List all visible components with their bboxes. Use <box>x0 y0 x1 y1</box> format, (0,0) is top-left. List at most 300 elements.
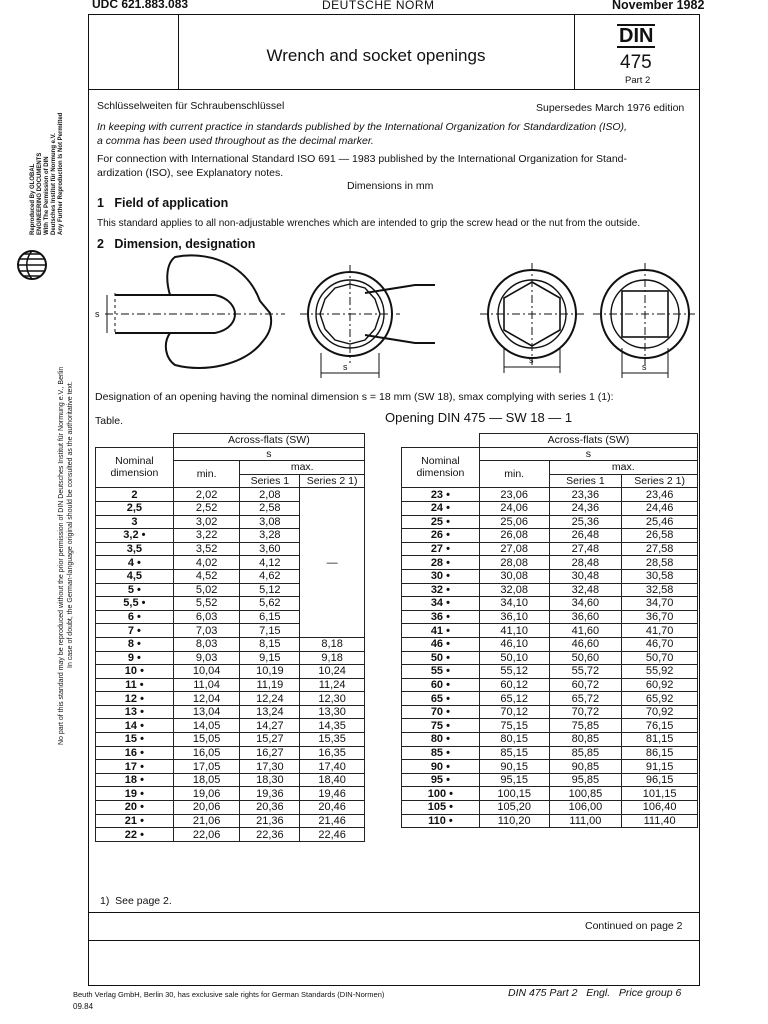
nominal-cell: 7 • <box>96 624 174 638</box>
page-title: Wrench and socket openings <box>266 46 486 65</box>
nominal-cell: 16 • <box>96 746 174 760</box>
stamp-line-4: Deutsches Institut für Normung e.V. <box>51 133 57 235</box>
nominal-cell: 27 • <box>402 542 480 556</box>
min-cell: 21,06 <box>173 814 240 828</box>
connection-line-2: ardization (ISO), see Explanatory notes. <box>97 167 284 179</box>
series1-cell: 36,60 <box>549 610 622 624</box>
max-header: max. <box>240 461 365 475</box>
table-row <box>96 488 365 502</box>
nominal-cell: 105 • <box>402 801 480 815</box>
series1-cell: 85,85 <box>549 746 622 760</box>
nominal-cell: 3,2 • <box>96 529 174 543</box>
min-cell: 18,05 <box>173 773 240 787</box>
din-part: Part 2 <box>625 75 651 86</box>
supersedes-note: Supersedes March 1976 edition <box>536 102 685 114</box>
series1-cell: 41,60 <box>549 624 622 638</box>
global-logo <box>16 245 48 290</box>
table-row <box>96 719 365 733</box>
series1-cell: 55,72 <box>549 665 622 679</box>
doc-code: 09.84 <box>73 1002 94 1011</box>
series1-cell: 13,24 <box>240 705 300 719</box>
series1-cell: 17,30 <box>240 760 300 774</box>
nominal-cell: 95 • <box>402 773 480 787</box>
stamp-line-2: ENGINEERING DOCUMENTS <box>37 152 43 235</box>
min-cell: 100,15 <box>479 787 549 801</box>
table-row <box>96 828 365 842</box>
nominal-cell: 85 • <box>402 746 480 760</box>
table-row <box>402 569 698 583</box>
nominal-cell: 20 • <box>96 801 174 815</box>
min-cell: 90,15 <box>479 760 549 774</box>
series2-cell: 22,46 <box>300 828 365 842</box>
nominal-cell: 23 • <box>402 488 480 502</box>
table-row <box>402 733 698 747</box>
nominal-cell: 25 • <box>402 515 480 529</box>
series1-cell: 100,85 <box>549 787 622 801</box>
min-cell: 2,02 <box>173 488 240 502</box>
blank-header-cell <box>96 434 174 448</box>
nominal-cell: 80 • <box>402 733 480 747</box>
series2-cell: 60,92 <box>622 678 698 692</box>
table-row <box>402 692 698 706</box>
series2-cell: 96,15 <box>622 773 698 787</box>
table-right <box>401 433 698 828</box>
series2-cell: 46,70 <box>622 637 698 651</box>
min-cell: 41,10 <box>479 624 549 638</box>
series2-cell: 91,15 <box>622 760 698 774</box>
ring-spanner-figure <box>300 265 435 378</box>
nominal-cell: 11 • <box>96 678 174 692</box>
series1-cell: 30,48 <box>549 569 622 583</box>
nominal-cell: 55 • <box>402 665 480 679</box>
min-cell: 16,05 <box>173 746 240 760</box>
series1-cell: 24,36 <box>549 501 622 515</box>
min-cell: 110,20 <box>479 814 549 828</box>
table-row <box>402 678 698 692</box>
min-cell: 95,15 <box>479 773 549 787</box>
din-logo-text: DIN <box>619 25 654 47</box>
series1-cell: 60,72 <box>549 678 622 692</box>
series2-cell: 70,92 <box>622 705 698 719</box>
series2-cell: 27,58 <box>622 542 698 556</box>
min-cell: 19,06 <box>173 787 240 801</box>
nominal-cell: 3,5 <box>96 542 174 556</box>
min-cell: 15,05 <box>173 733 240 747</box>
min-cell: 22,06 <box>173 828 240 842</box>
dimensions-note: Dimensions in mm <box>347 180 434 192</box>
stamp-line-5: Any Further Reproduction Is Not Permitted <box>58 112 64 235</box>
series2-cell: 76,15 <box>622 719 698 733</box>
s-label-wrench: s <box>95 309 100 319</box>
s-header: s <box>173 447 364 461</box>
dimension-label: dimension <box>110 467 159 480</box>
continued-divider <box>88 940 700 941</box>
nominal-cell: 6 • <box>96 610 174 624</box>
s-label-hex: s <box>529 355 534 365</box>
series2-cell: 24,46 <box>622 501 698 515</box>
min-cell: 65,12 <box>479 692 549 706</box>
min-cell: 2,52 <box>173 501 240 515</box>
series2-cell: 20,46 <box>300 801 365 815</box>
table-row <box>402 529 698 543</box>
series2-dash-cell: — <box>300 488 365 638</box>
max-header: max. <box>549 461 697 475</box>
nominal-cell: 24 • <box>402 501 480 515</box>
table-row <box>402 719 698 733</box>
table-row <box>402 665 698 679</box>
min-cell: 105,20 <box>479 801 549 815</box>
min-cell: 7,03 <box>173 624 240 638</box>
blank-header-cell <box>402 434 480 448</box>
min-cell: 75,15 <box>479 719 549 733</box>
series1-cell: 95,85 <box>549 773 622 787</box>
table-row <box>402 801 698 815</box>
nominal-cell: 18 • <box>96 773 174 787</box>
series2-header: Series 2 1) <box>300 474 365 488</box>
nominal-cell: 30 • <box>402 569 480 583</box>
nominal-cell: 19 • <box>96 787 174 801</box>
nominal-dimension-header <box>96 447 174 488</box>
series1-cell: 46,60 <box>549 637 622 651</box>
series1-cell: 11,19 <box>240 678 300 692</box>
series1-cell: 34,60 <box>549 597 622 611</box>
table-row <box>96 651 365 665</box>
table-row <box>402 773 698 787</box>
nominal-cell: 5 • <box>96 583 174 597</box>
table-row <box>96 705 365 719</box>
min-cell: 4,02 <box>173 556 240 570</box>
german-title: Schlüsselweiten für Schraubenschlüssel <box>97 100 285 112</box>
series1-cell: 8,15 <box>240 637 300 651</box>
series1-cell: 2,08 <box>240 488 300 502</box>
series2-cell: 11,24 <box>300 678 365 692</box>
series2-cell: 34,70 <box>622 597 698 611</box>
nominal-cell: 50 • <box>402 651 480 665</box>
section-2-heading: 2 Dimension, designation <box>97 237 256 251</box>
min-cell: 3,22 <box>173 529 240 543</box>
series1-cell: 26,48 <box>549 529 622 543</box>
nominal-cell: 46 • <box>402 637 480 651</box>
min-cell: 60,12 <box>479 678 549 692</box>
nominal-cell: 32 • <box>402 583 480 597</box>
series2-cell: 23,46 <box>622 488 698 502</box>
series1-cell: 9,15 <box>240 651 300 665</box>
nominal-cell: 28 • <box>402 556 480 570</box>
series1-cell: 18,30 <box>240 773 300 787</box>
min-cell: 3,02 <box>173 515 240 529</box>
table-row <box>96 733 365 747</box>
table-row <box>96 787 365 801</box>
s-label-square: s <box>642 362 647 372</box>
nominal-cell: 10 • <box>96 665 174 679</box>
nominal-cell: 12 • <box>96 692 174 706</box>
series2-cell: 30,58 <box>622 569 698 583</box>
series2-cell: 10,24 <box>300 665 365 679</box>
table-row <box>96 773 365 787</box>
series1-cell: 3,08 <box>240 515 300 529</box>
series2-cell: 12,30 <box>300 692 365 706</box>
series1-cell: 12,24 <box>240 692 300 706</box>
series2-cell: 17,40 <box>300 760 365 774</box>
min-cell: 85,15 <box>479 746 549 760</box>
min-cell: 10,04 <box>173 665 240 679</box>
series1-cell: 111,00 <box>549 814 622 828</box>
min-header: min. <box>479 461 549 488</box>
series2-cell: 36,70 <box>622 610 698 624</box>
series1-cell: 22,36 <box>240 828 300 842</box>
min-cell: 23,06 <box>479 488 549 502</box>
title-divider <box>88 89 700 90</box>
open-end-wrench-figure <box>105 255 285 368</box>
din-logo <box>617 24 655 48</box>
min-cell: 26,08 <box>479 529 549 543</box>
series1-cell: 80,85 <box>549 733 622 747</box>
stamp-line-3: With The Permission of DIN <box>44 156 50 235</box>
series1-cell: 15,27 <box>240 733 300 747</box>
continued-note: Continued on page 2 <box>585 920 683 932</box>
min-cell: 9,03 <box>173 651 240 665</box>
designation-example: Opening DIN 475 — SW 18 — 1 <box>385 410 573 425</box>
copyright-line-2: In case of doubt, the German-language original should be consulted as the authoritative text. <box>67 381 74 668</box>
series1-cell: 32,48 <box>549 583 622 597</box>
min-cell: 6,03 <box>173 610 240 624</box>
series2-cell: 13,30 <box>300 705 365 719</box>
nominal-cell: 22 • <box>96 828 174 842</box>
s-header: s <box>479 447 697 461</box>
nominal-dimension-header <box>402 447 480 488</box>
series1-cell: 75,85 <box>549 719 622 733</box>
min-cell: 24,06 <box>479 501 549 515</box>
table-row <box>402 583 698 597</box>
series2-cell: 86,15 <box>622 746 698 760</box>
nominal-cell: 26 • <box>402 529 480 543</box>
nominal-cell: 5,5 • <box>96 597 174 611</box>
series2-cell: 81,15 <box>622 733 698 747</box>
min-cell: 3,52 <box>173 542 240 556</box>
stamp-line-1: Reproduced By GLOBAL <box>30 163 36 235</box>
table-row <box>96 678 365 692</box>
table-row <box>96 760 365 774</box>
series2-cell: 55,92 <box>622 665 698 679</box>
min-cell: 28,08 <box>479 556 549 570</box>
series2-cell: 15,35 <box>300 733 365 747</box>
issue-date: November 1982 <box>612 0 705 12</box>
series2-cell: 8,18 <box>300 637 365 651</box>
across-flats-header: Across-flats (SW) <box>479 434 697 448</box>
nominal-cell: 14 • <box>96 719 174 733</box>
series2-cell: 26,58 <box>622 529 698 543</box>
table-row <box>402 705 698 719</box>
nominal-cell: 17 • <box>96 760 174 774</box>
table-row <box>402 787 698 801</box>
nominal-cell: 4,5 <box>96 569 174 583</box>
series2-cell: 21,46 <box>300 814 365 828</box>
series1-cell: 50,60 <box>549 651 622 665</box>
nominal-label: Nominal <box>421 455 460 468</box>
min-cell: 27,08 <box>479 542 549 556</box>
min-cell: 34,10 <box>479 597 549 611</box>
table-row <box>96 692 365 706</box>
footnote-divider <box>88 912 700 913</box>
min-cell: 46,10 <box>479 637 549 651</box>
table-row <box>96 746 365 760</box>
series2-cell: 41,70 <box>622 624 698 638</box>
min-cell: 14,05 <box>173 719 240 733</box>
nominal-cell: 2 <box>96 488 174 502</box>
table-row <box>402 746 698 760</box>
footer-right: DIN 475 Part 2 Engl. Price group 6 <box>508 987 682 999</box>
series2-cell: 19,46 <box>300 787 365 801</box>
table-caption: Table. <box>95 415 124 427</box>
series1-cell: 19,36 <box>240 787 300 801</box>
series1-cell: 70,72 <box>549 705 622 719</box>
nominal-cell: 70 • <box>402 705 480 719</box>
series1-cell: 3,60 <box>240 542 300 556</box>
min-header: min. <box>173 461 240 488</box>
publisher-note: Beuth Verlag GmbH, Berlin 30, has exclusive sale rights for German Standards (DIN-Normen) <box>73 990 385 999</box>
across-flats-header: Across-flats (SW) <box>173 434 364 448</box>
min-cell: 20,06 <box>173 801 240 815</box>
min-cell: 30,08 <box>479 569 549 583</box>
nominal-cell: 100 • <box>402 787 480 801</box>
min-cell: 55,12 <box>479 665 549 679</box>
nominal-label: Nominal <box>115 455 154 468</box>
min-cell: 12,04 <box>173 692 240 706</box>
wrench-drawings <box>95 253 695 388</box>
nominal-cell: 75 • <box>402 719 480 733</box>
table-row <box>402 556 698 570</box>
nominal-cell: 15 • <box>96 733 174 747</box>
series1-cell: 20,36 <box>240 801 300 815</box>
footnote: 1) See page 2. <box>100 895 172 907</box>
min-cell: 5,52 <box>173 597 240 611</box>
nominal-cell: 21 • <box>96 814 174 828</box>
table-row <box>96 665 365 679</box>
series1-header: Series 1 <box>240 474 300 488</box>
series1-cell: 23,36 <box>549 488 622 502</box>
nominal-cell: 65 • <box>402 692 480 706</box>
min-cell: 5,02 <box>173 583 240 597</box>
table-row <box>402 542 698 556</box>
nominal-cell: 90 • <box>402 760 480 774</box>
table-row <box>402 597 698 611</box>
title-right-divider <box>574 14 575 90</box>
nominal-cell: 4 • <box>96 556 174 570</box>
norm-label: DEUTSCHE NORM <box>322 0 435 12</box>
min-cell: 4,52 <box>173 569 240 583</box>
series2-cell: 28,58 <box>622 556 698 570</box>
connection-line-1: For connection with International Standard ISO 691 — 1983 published by the International Organization for Stand- <box>97 153 627 165</box>
min-cell: 17,05 <box>173 760 240 774</box>
nominal-cell: 41 • <box>402 624 480 638</box>
table-left <box>95 433 365 842</box>
udc-code: UDC 621.883.083 <box>92 0 189 11</box>
table-row <box>96 801 365 815</box>
series2-cell: 14,35 <box>300 719 365 733</box>
section-1-text: This standard applies to all non-adjustable wrenches which are intended to grip the screw head or the nut from the outside. <box>97 218 641 229</box>
series2-cell: 50,70 <box>622 651 698 665</box>
series2-cell: 111,40 <box>622 814 698 828</box>
series1-cell: 16,27 <box>240 746 300 760</box>
series1-cell: 3,28 <box>240 529 300 543</box>
series2-cell: 106,40 <box>622 801 698 815</box>
series1-cell: 90,85 <box>549 760 622 774</box>
table-row <box>402 624 698 638</box>
series1-cell: 5,62 <box>240 597 300 611</box>
series1-header: Series 1 <box>549 474 622 488</box>
copyright-line-1: No part of this standard may be reproduced without the prior permission of DIN Deutsches Institut für Normung e.V., Berlin <box>58 366 65 745</box>
table-row <box>402 501 698 515</box>
nominal-cell: 2,5 <box>96 501 174 515</box>
series2-cell: 9,18 <box>300 651 365 665</box>
min-cell: 50,10 <box>479 651 549 665</box>
series1-cell: 28,48 <box>549 556 622 570</box>
table-row <box>402 488 698 502</box>
min-cell: 11,04 <box>173 678 240 692</box>
series1-cell: 5,12 <box>240 583 300 597</box>
table-row <box>96 814 365 828</box>
table-row <box>402 651 698 665</box>
nominal-cell: 8 • <box>96 637 174 651</box>
min-cell: 36,10 <box>479 610 549 624</box>
table-row <box>402 814 698 828</box>
series2-cell: 101,15 <box>622 787 698 801</box>
min-cell: 13,04 <box>173 705 240 719</box>
min-cell: 25,06 <box>479 515 549 529</box>
nominal-cell: 34 • <box>402 597 480 611</box>
series1-cell: 10,19 <box>240 665 300 679</box>
series1-cell: 14,27 <box>240 719 300 733</box>
series2-cell: 65,92 <box>622 692 698 706</box>
table-row <box>96 637 365 651</box>
min-cell: 32,08 <box>479 583 549 597</box>
table-row <box>402 515 698 529</box>
nominal-cell: 110 • <box>402 814 480 828</box>
series1-cell: 21,36 <box>240 814 300 828</box>
series1-cell: 25,36 <box>549 515 622 529</box>
series1-cell: 65,72 <box>549 692 622 706</box>
series2-cell: 32,58 <box>622 583 698 597</box>
iso-note-line-1: In keeping with current practice in standards published by the International Organization for Standardization (ISO), <box>97 121 627 133</box>
iso-note-line-2: a comma has been used throughout as the decimal marker. <box>97 135 374 147</box>
min-cell: 70,12 <box>479 705 549 719</box>
min-cell: 80,15 <box>479 733 549 747</box>
nominal-cell: 3 <box>96 515 174 529</box>
designation-text: Designation of an opening having the nominal dimension s = 18 mm (SW 18), smax complying with series 1 (1): <box>95 391 614 403</box>
din-number: 475 <box>620 52 652 73</box>
series1-cell: 4,12 <box>240 556 300 570</box>
nominal-cell: 36 • <box>402 610 480 624</box>
series2-header: Series 2 1) <box>622 474 698 488</box>
series1-cell: 106,00 <box>549 801 622 815</box>
s-label-ring: s <box>343 362 348 372</box>
series1-cell: 4,62 <box>240 569 300 583</box>
nominal-cell: 9 • <box>96 651 174 665</box>
square-socket-figure <box>593 263 695 378</box>
dimension-label: dimension <box>416 467 465 480</box>
series2-cell: 16,35 <box>300 746 365 760</box>
table-row <box>402 610 698 624</box>
table-row <box>402 760 698 774</box>
nominal-cell: 13 • <box>96 705 174 719</box>
series2-cell: 18,40 <box>300 773 365 787</box>
table-row <box>402 637 698 651</box>
series1-cell: 7,15 <box>240 624 300 638</box>
series1-cell: 6,15 <box>240 610 300 624</box>
nominal-cell: 60 • <box>402 678 480 692</box>
min-cell: 8,03 <box>173 637 240 651</box>
series2-cell: 25,46 <box>622 515 698 529</box>
